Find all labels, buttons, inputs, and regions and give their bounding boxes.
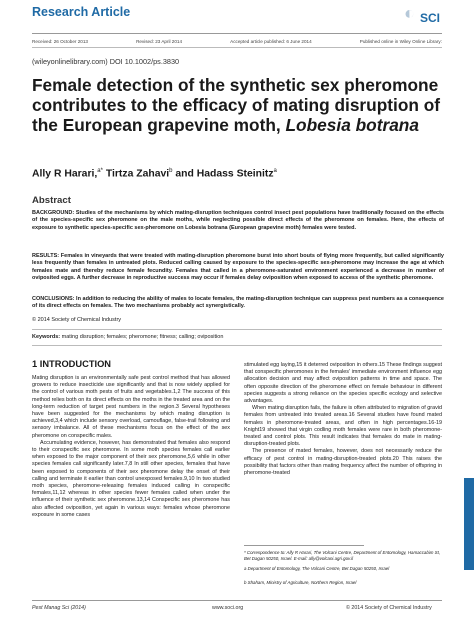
accepted-date: Accepted article published: 6 June 2014 <box>230 39 312 44</box>
article-title <box>32 75 447 135</box>
footer-journal: Pest Manag Sci (2014) <box>32 605 86 611</box>
author-zahavi-affil: b <box>169 168 173 174</box>
revised-date: Revised: 23 April 2014 <box>136 39 183 44</box>
footnote-affiliation-b: b Shaham, Ministry of Agriculture, Northern Region, Israel <box>244 580 357 585</box>
intro-paragraph: Mating disruption is an environmentally safe pest control method that has allowed growers to reduce insecticide use significantly and that is now widely applied for the control of various moth pests of fruits and vegetables.1,2 The success of this method relies both on its direct effects on the moths in the treated area and on the long-term reduction of target pest numbers in the region.3 Several hypotheses have been suggested for the mechanisms by which mating disruption is achieved,3,4 which include sensory overload, camouflage, false-trail following and sensory imbalance. All of these mechanisms focus on the effect of the sex pheromone on conspecific males. <box>32 375 230 439</box>
introduction-heading: 1 INTRODUCTION <box>32 359 112 369</box>
background-label: BACKGROUND: <box>32 210 75 216</box>
author-harari-affil: a* <box>97 168 103 174</box>
body-column-left <box>32 375 230 519</box>
doi-line[interactable]: (wileyonlinelibrary.com) DOI 10.1002/ps.3830 <box>32 57 180 66</box>
background-text: Studies of the mechanisms by which mating-disruption techniques control insect pest populations have traditionally focused on the effects of the species-specific sex pheromone on the male moths, while neglecting possible direct effects of the pheromone on females. Here, the effects of exposure to synthetic species-specific sex-pheromone on Lobesia botrana (European grapevine moth) females were tested. <box>32 210 444 231</box>
published-date: Published online in Wiley Online Library: <box>359 39 442 44</box>
received-date: Received: 26 October 2013 <box>32 39 88 44</box>
abstract-copyright: © 2014 Society of Chemical Industry <box>32 317 122 323</box>
author-harari: Ally R Harari, <box>32 168 98 180</box>
intro-paragraph: When mating disruption fails, the failure is often attributed to migration of gravid females from untreated into treated areas.16 Several studies have found mated females in pheromone-treated areas, and often in high percentages.16-19 Knight19 showed that virgin codling moth females were rare in both pheromone-treated and control plots. This result indicates that females do mate in mating-disruption-treated plots. <box>244 405 442 448</box>
abstract-heading: Abstract <box>32 195 71 206</box>
abstract-conclusions <box>32 296 444 311</box>
footnote-affiliation-a: a Department of Entomology, The Volcani Centre, Bet Dagan 50250, Israel <box>244 566 390 571</box>
footer-website-link[interactable]: www.soci.org <box>212 605 244 611</box>
abstract-background <box>32 210 444 232</box>
footnote-rule <box>244 545 364 546</box>
conclusions-label: CONCLUSIONS: <box>32 296 75 302</box>
logo-mark-icon: ◐ <box>404 3 415 23</box>
results-label: RESULTS: <box>32 253 60 259</box>
keywords-label: Keywords: <box>32 334 61 340</box>
author-steinitz: and Hadass Steinitz <box>172 168 274 180</box>
title-species: Lobesia botrana <box>285 115 419 135</box>
article-dates <box>32 39 442 44</box>
header-rule <box>32 33 442 34</box>
sci-logo <box>400 3 448 27</box>
footer-rule <box>32 600 442 601</box>
logo-text: SCI <box>420 11 441 25</box>
intro-paragraph: stimulated egg laying,15 it deterred oviposition in others.15 These findings suggest that conspecific pheromones in the females' immediate environment influence egg allocation decision and may affect oviposition patterns in time and space. The often opposite direction of the pheromone effect on female behaviour in different species suggests a strong reliance on the species specific ecology and selective advantages. <box>244 362 442 405</box>
side-edge-tab <box>464 478 474 570</box>
results-text: Females in vineyards that were treated with mating-disruption pheromone burst into short bouts of flying more frequently, but called significantly less frequently than females in untreated plots. Reduced calling caused by exposure to the species-specific sex-pheromone may increase the age at which females mate and thereby reduce female fecundity. Females that called in a pheromone-saturated environment experienced a decrease in number of oviposited eggs. A further decrease in reproductive success may occur if females delay oviposition when exposed to access of the synthetic pheromone. <box>32 253 444 282</box>
footer-copyright: © 2014 Society of Chemical Industry <box>346 605 432 611</box>
author-list <box>32 168 277 179</box>
body-column-right <box>244 362 442 477</box>
keywords-line <box>32 334 223 340</box>
keywords-rule-bottom <box>32 345 442 346</box>
section-label: Research Article <box>32 5 131 19</box>
author-steinitz-affil: a <box>273 168 277 174</box>
title-main: Female detection of the synthetic sex pheromone contributes to the efficacy of mating disruption of the European grapevine moth, <box>32 75 441 135</box>
conclusions-text: In addition to reducing the ability of males to locate females, the mating-disruption technique can suppress pest numbers as a consequence of its direct effects on females. The two mechanisms probably act synergistically. <box>32 296 444 310</box>
author-zahavi: Tirtza Zahavi <box>102 168 170 180</box>
keywords-text: mating disruption; females; pheromone; fitness; calling; oviposition <box>60 334 224 340</box>
abstract-results <box>32 253 444 283</box>
intro-paragraph: The presence of mated females, however, does not necessarily reduce the efficacy of pest control in mating-disruption-treated plots.20 This raises the possibility that factors other than mating frequency affect the number of offspring in pheromone-treated <box>244 448 442 477</box>
dates-rule <box>32 47 442 48</box>
keywords-rule-top <box>32 329 442 330</box>
footnote-correspondence: * Correspondence to: Ally R Harari, The Volcani Centre, Department of Entomology, Hamaccabim St, Bet Dagan 50250, Israel. E-mail: ally@volcani.agri.gov.il <box>244 550 441 561</box>
intro-paragraph: Accumulating evidence, however, has demonstrated that females also respond to their conspecific sex pheromone. In some moth species females call earlier when exposed to the major component of their sex pheromone,5,6 while in other species females call significantly later.7,8 In still other species, females that have been exposed to components of their sex pheromone delay the onset of their calling and terminate it earlier than control unexposed females.9,10 In two studied moth species, pheromone-releasing females induced calling in conspecific females,11,12 whereas in other species fewer females called when under the influence of their synthetic sex pheromone.13,14 Conspecific sex pheromone has also affected oviposition, yet again in various ways: females whose pheromone exposure in some cases <box>32 439 230 518</box>
